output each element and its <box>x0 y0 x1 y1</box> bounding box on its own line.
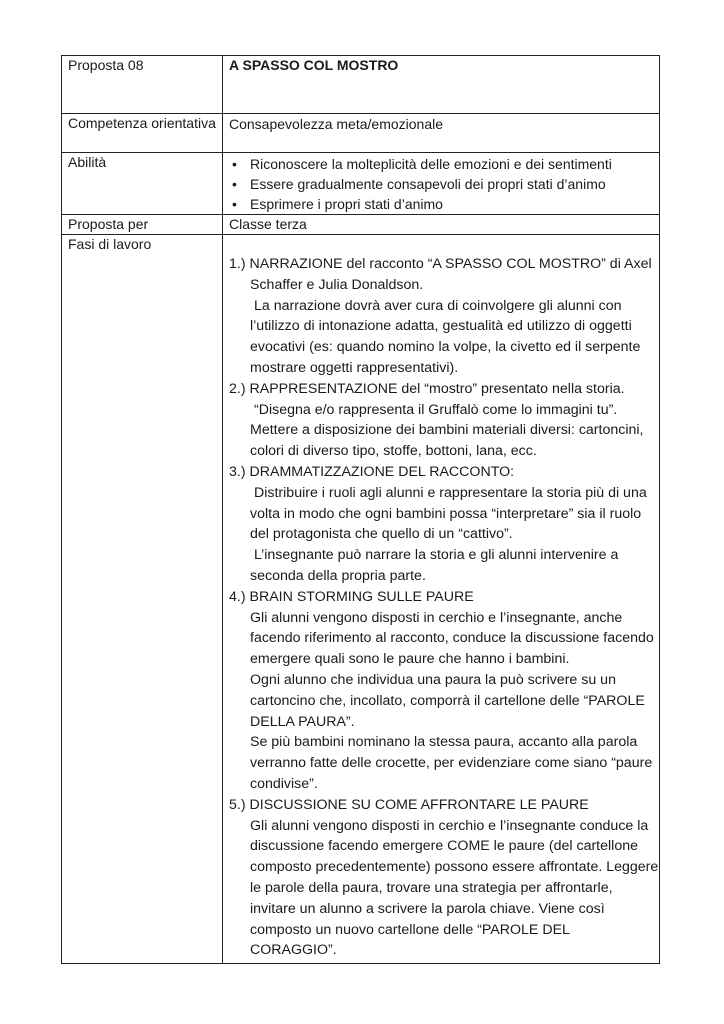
phase-line: Schaffer e Julia Donaldson. <box>250 276 424 293</box>
value-fasi <box>223 235 660 964</box>
row-proposta <box>62 56 660 114</box>
label-proposta-per: Proposta per <box>62 215 223 235</box>
row-proposta-per <box>62 215 660 235</box>
list-item: • Essere gradualmente consapevoli dei propri stati d’animo <box>229 174 659 194</box>
phase-line: Gli alunni vengono disposti in cerchio e l’insegnante conduce la discussione facendo emergere COME le paure (del cartellone composto precedentemente) possono essere affrontate. Leggere le parole della paura, trovare una strategia per affrontarle, invitare un alunno a scrivere la parola chiave. Viene così composto un nuovo cartellone delle “PAROLE DEL CORAGGIO”. <box>250 817 659 959</box>
value-proposta-title: A SPASSO COL MOSTRO <box>223 56 660 114</box>
phase-heading <box>229 587 659 608</box>
phase-number: 4.) <box>229 588 246 605</box>
phase-heading <box>229 462 659 483</box>
phase-body <box>229 400 659 462</box>
lesson-plan-table <box>61 55 660 964</box>
phase-line: Gli alunni vengono disposti in cerchio e l’insegnante, anche facendo riferimento al racconto, conduce la discussione facendo emergere quali sono le paure che hanno i bambini. <box>250 609 654 668</box>
value-proposta-per: Classe terza <box>223 215 660 235</box>
phase-line: Ogni alunno che individua una paura la può scrivere su un cartoncino che, incollato, comporrà il cartellone delle “PAROLE DELLA PAURA”. <box>250 671 645 730</box>
phases-list <box>229 254 659 961</box>
label-competenza: Competenza orientativa <box>62 114 223 153</box>
row-competenza <box>62 114 660 153</box>
phase-item-4 <box>229 587 659 795</box>
value-competenza: Consapevolezza meta/emozionale <box>223 114 660 153</box>
phase-heading <box>229 379 659 400</box>
row-fasi <box>62 235 660 964</box>
phase-title: DRAMMATIZZAZIONE DEL RACCONTO: <box>249 463 515 480</box>
phase-line: La narrazione dovrà aver cura di coinvolgere gli alunni con l’utilizzo di intonazione adatta, gestualità ed utilizzo di oggetti evocativi (es: quando nomino la volpe, la civetto ed il serpente mostrare oggetti rappresentativi). <box>250 297 641 376</box>
row-abilita <box>62 153 660 215</box>
phase-body <box>229 483 659 587</box>
phase-number: 5.) <box>229 796 246 813</box>
phase-item-2 <box>229 379 659 462</box>
label-proposta: Proposta 08 <box>62 56 223 114</box>
phase-number: 2.) <box>229 380 246 397</box>
abilita-list <box>229 154 659 214</box>
phase-title: DISCUSSIONE SU COME AFFRONTARE LE PAURE <box>249 796 589 813</box>
phase-heading <box>229 795 659 816</box>
lesson-plan-sheet <box>61 55 660 964</box>
value-abilita <box>223 153 660 215</box>
list-item: • Esprimere i propri stati d’animo <box>229 194 659 214</box>
phase-heading <box>229 254 659 275</box>
phase-title: RAPPRESENTAZIONE del “mostro” presentato nella storia. <box>249 380 625 397</box>
phase-item-5 <box>229 795 659 961</box>
phase-title: BRAIN STORMING SULLE PAURE <box>249 588 474 605</box>
phase-title: NARRAZIONE del racconto “A SPASSO COL MOSTRO” di Axel <box>249 256 652 272</box>
list-item: • Riconoscere la molteplicità delle emozioni e dei sentimenti <box>229 154 659 174</box>
phase-number: 1.) <box>229 256 246 272</box>
phase-line: Distribuire i ruoli agli alunni e rappresentare la storia più di una volta in modo che ogni bambini possa “interpretare” sia il ruolo del protagonista che quello di un “cattivo”. <box>250 484 647 543</box>
phase-item-3 <box>229 462 659 587</box>
phase-number: 3.) <box>229 463 246 480</box>
phase-line: “Disegna e/o rappresenta il Gruffalò come lo immagini tu”. <box>254 401 618 418</box>
phase-body <box>229 275 659 379</box>
label-fasi: Fasi di lavoro <box>62 235 223 964</box>
phase-line: Mettere a disposizione dei bambini materiali diversi: cartoncini, colori di diverso tipo, stoffe, bottoni, lana, ecc. <box>250 422 644 460</box>
label-abilita: Abilità <box>62 153 223 215</box>
phase-line: Se più bambini nominano la stessa paura, accanto alla parola verranno fatte delle crocette, per evidenziare come siano “paure condivise”. <box>250 734 653 792</box>
phase-line: L’insegnante può narrare la storia e gli alunni intervenire a seconda della propria parte. <box>250 547 619 584</box>
phase-body <box>229 608 659 795</box>
phase-body <box>229 816 659 962</box>
phase-item-1 <box>229 254 659 379</box>
